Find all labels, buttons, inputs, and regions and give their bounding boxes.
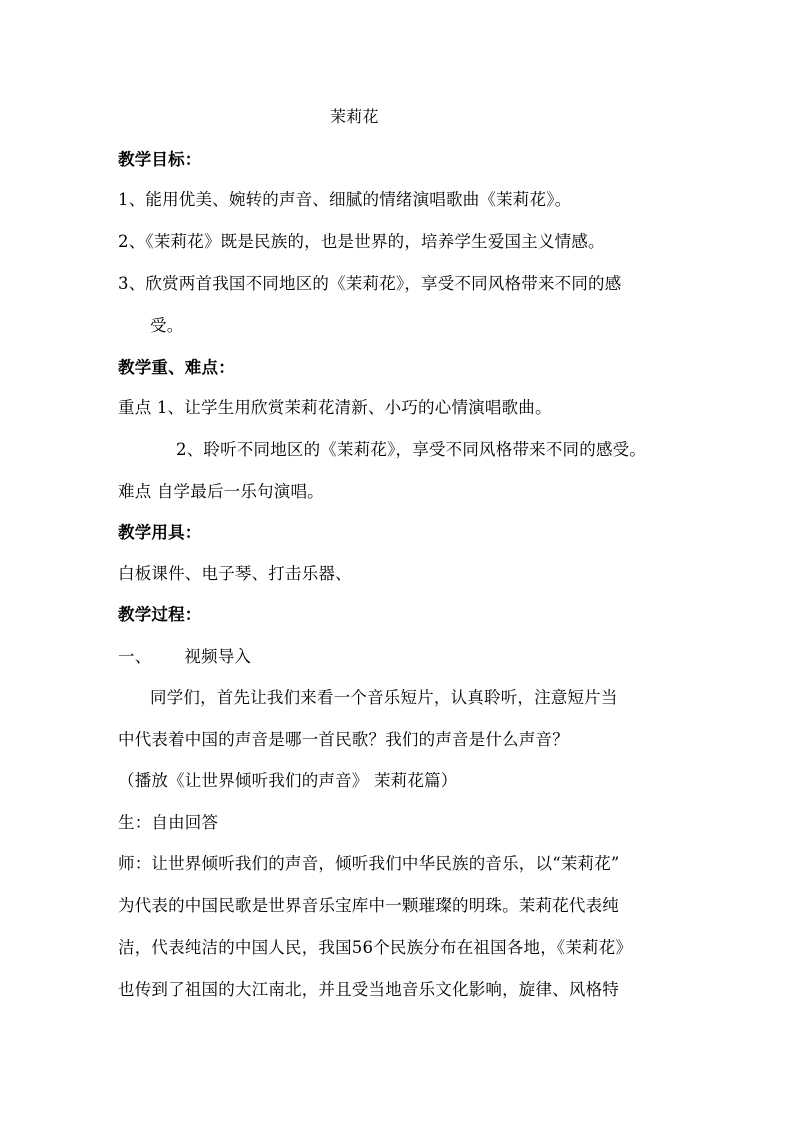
document-title: 茉莉花 [330,107,379,126]
process-teacher-line-2: 为代表的中国民歌是世界音乐宝库中一颗璀璨的明珠。茉莉花代表纯 [118,896,619,915]
tools-heading: 教学用具： [118,523,202,542]
tools-list: 白板课件、电子琴、打击乐器、 [118,564,352,583]
process-teacher-line-4: 也传到了祖国的大江南北，并且受当地音乐文化影响，旋律、风格特 [118,980,619,999]
process-teacher-line-1: 师：让世界倾听我们的声音，倾听我们中华民族的音乐，以“茉莉花” [118,854,620,873]
process-paragraph-line-1: 同学们，首先让我们来看一个音乐短片，认真聆听，注意短片当 [150,688,618,707]
keypoint-focus-2: 2、聆听不同地区的《茉莉花》，享受不同风格带来不同的感受。 [176,440,647,459]
process-step-1 [118,646,251,668]
process-paragraph-line-2: 中代表着中国的声音是哪一首民歌？我们的声音是什么声音？ [118,730,569,749]
objective-item-1: 1、能用优美、婉转的声音、细腻的情绪演唱歌曲《茉莉花》。 [118,190,572,209]
objective-item-3-continuation: 受。 [150,316,184,335]
keypoint-difficulty: 难点 自学最后一乐句演唱。 [118,482,324,501]
keypoints-heading: 教学重、难点： [118,358,235,377]
objectives-heading: 教学目标： [118,150,202,169]
objective-item-2: 2、《茉莉花》既是民族的，也是世界的，培养学生爱国主义情感。 [118,232,605,251]
process-step-1-number: 一、 [118,647,152,666]
objective-item-3: 3、欣赏两首我国不同地区的《茉莉花》，享受不同风格带来不同的感 [118,274,622,293]
process-heading: 教学过程： [118,605,202,624]
process-step-1-label: 视频导入 [184,647,252,666]
process-teacher-line-3: 洁，代表纯洁的中国人民，我国56个民族分布在祖国各地，《茉莉花》 [118,938,633,957]
process-paragraph-line-3: （播放《让世界倾听我们的声音》 茉莉花篇） [118,771,458,790]
process-student-answer: 生：自由回答 [118,813,219,832]
keypoint-focus-1: 重点 1、让学生用欣赏茉莉花清新、小巧的心情演唱歌曲。 [118,398,552,417]
